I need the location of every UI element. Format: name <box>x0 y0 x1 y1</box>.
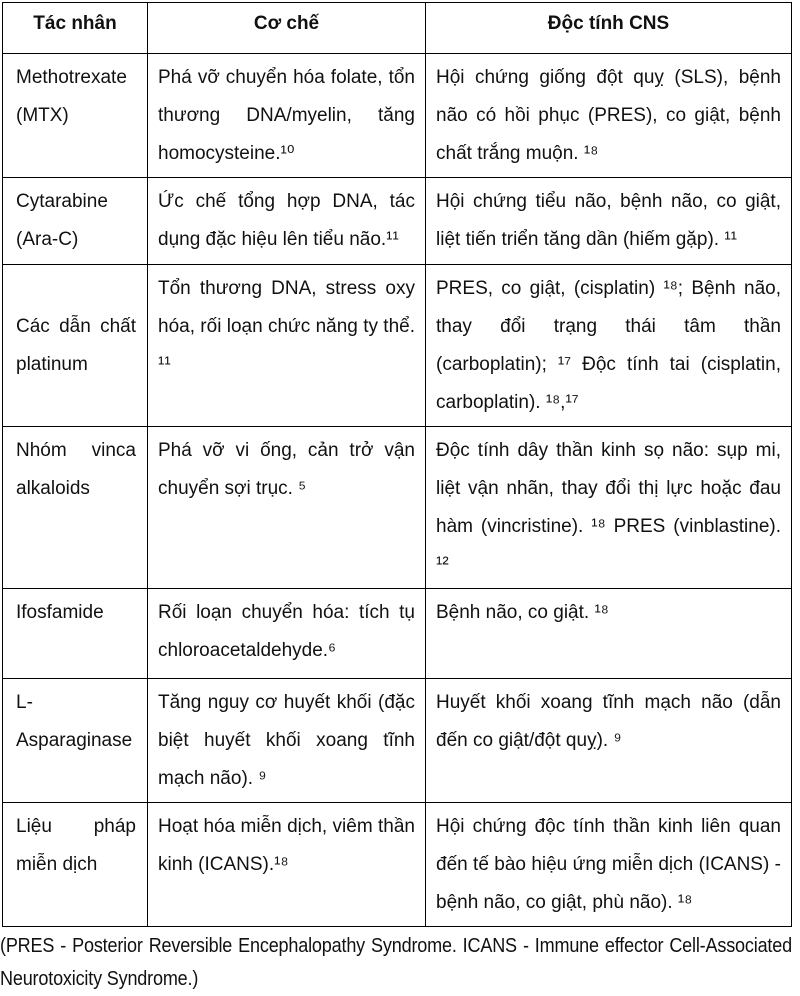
agent-cell: Methotrexate (MTX) <box>3 54 148 178</box>
toxicity-cell: Bệnh não, co giật. ¹⁸ <box>426 589 792 679</box>
mechanism-cell: Tổn thương DNA, stress oxy hóa, rối loạn chức năng ty thể. ¹¹ <box>148 265 426 427</box>
mechanism-cell: Rối loạn chuyển hóa: tích tụ chloroacetaldehyde.⁶ <box>148 589 426 679</box>
agent-cell: Các dẫn chất platinum <box>3 265 148 427</box>
agent-cell: Nhóm vinca alkaloids <box>3 427 148 589</box>
cns-toxicity-table <box>2 2 792 927</box>
toxicity-cell: Độc tính dây thần kinh sọ não: sụp mi, liệt vận nhãn, thay đổi thị lực hoặc đau hàm (vincristine). ¹⁸ PRES (vinblastine). ¹² <box>426 427 792 589</box>
mechanism-cell: Phá vỡ chuyển hóa folate, tổn thương DNA/myelin, tăng homocysteine.¹⁰ <box>148 54 426 178</box>
agent-cell: Ifosfamide <box>3 589 148 679</box>
table-row <box>3 427 792 589</box>
table-row <box>3 178 792 265</box>
agent-cell: L-Asparaginase <box>3 679 148 803</box>
table-row <box>3 589 792 679</box>
mechanism-cell: Hoạt hóa miễn dịch, viêm thần kinh (ICANS).¹⁸ <box>148 803 426 927</box>
table-row <box>3 679 792 803</box>
abbreviation-footnote: (PRES - Posterior Reversible Encephalopathy Syndrome. ICANS - Immune effector Cell-Associated Neurotoxicity Syndrome.) <box>0 935 792 990</box>
agent-cell: Cytarabine (Ara-C) <box>3 178 148 265</box>
table-row <box>3 54 792 178</box>
mechanism-cell: Tăng nguy cơ huyết khối (đặc biệt huyết khối xoang tĩnh mạch não). ⁹ <box>148 679 426 803</box>
table-row <box>3 265 792 427</box>
toxicity-cell: Huyết khối xoang tĩnh mạch não (dẫn đến co giật/đột quỵ). ⁹ <box>426 679 792 803</box>
col-header-toxicity: Độc tính CNS <box>426 3 792 54</box>
toxicity-cell: Hội chứng độc tính thần kinh liên quan đến tế bào hiệu ứng miễn dịch (ICANS) - bệnh não, co giật, phù não). ¹⁸ <box>426 803 792 927</box>
toxicity-cell: PRES, co giật, (cisplatin) ¹⁸; Bệnh não, thay đổi trạng thái tâm thần (carboplatin); ¹⁷ Độc tính tai (cisplatin, carboplatin). ¹⁸,¹⁷ <box>426 265 792 427</box>
document-page <box>0 2 800 990</box>
col-header-mechanism: Cơ chế <box>148 3 426 54</box>
agent-cell: Liệu pháp miễn dịch <box>3 803 148 927</box>
header-row <box>3 3 792 54</box>
col-header-agent: Tác nhân <box>3 3 148 54</box>
toxicity-cell: Hội chứng giống đột quỵ (SLS), bệnh não có hồi phục (PRES), co giật, bệnh chất trắng muộn. ¹⁸ <box>426 54 792 178</box>
toxicity-cell: Hội chứng tiểu não, bệnh não, co giật, liệt tiến triển tăng dần (hiếm gặp). ¹¹ <box>426 178 792 265</box>
table-row <box>3 803 792 927</box>
mechanism-cell: Ức chế tổng hợp DNA, tác dụng đặc hiệu lên tiểu não.¹¹ <box>148 178 426 265</box>
mechanism-cell: Phá vỡ vi ống, cản trở vận chuyển sợi trục. ⁵ <box>148 427 426 589</box>
